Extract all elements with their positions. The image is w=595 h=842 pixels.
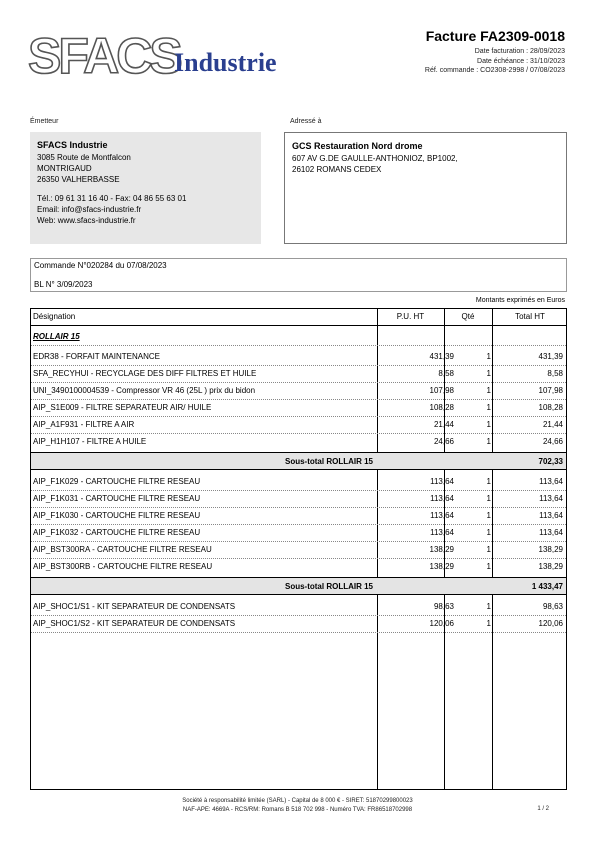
emitter-web[interactable]: Web: www.sfacs-industrie.fr xyxy=(37,216,136,225)
header-quantity: Qté xyxy=(461,312,475,321)
line-quantity: 1 xyxy=(486,511,491,520)
invoice-header xyxy=(425,27,565,76)
line-quantity: 1 xyxy=(486,369,491,378)
page-number: 1 / 2 xyxy=(537,806,549,812)
header-total: Total HT xyxy=(515,312,545,321)
emitter-address-3: 26350 VALHERBASSE xyxy=(37,175,120,184)
line-unit-price: 138,29 xyxy=(429,545,454,554)
emitter-label: Émetteur xyxy=(30,118,59,125)
recipient-address-2: 26102 ROMANS CEDEX xyxy=(292,165,382,174)
line-unit-price: 138,29 xyxy=(429,562,454,571)
line-designation: AIP_S1E009 - FILTRE SEPARATEUR AIR/ HUILE xyxy=(33,403,212,412)
emitter-address-1: 3085 Route de Montfalcon xyxy=(37,153,131,162)
table-row xyxy=(31,474,566,491)
line-unit-price: 24,66 xyxy=(433,437,454,446)
invoice-due-date: Date échéance : 31/10/2023 xyxy=(477,57,565,65)
recipient-name: GCS Restauration Nord drome xyxy=(292,141,423,151)
line-quantity: 1 xyxy=(486,619,491,628)
line-quantity: 1 xyxy=(486,494,491,503)
line-total: 98,63 xyxy=(542,602,563,611)
line-unit-price: 113,64 xyxy=(430,494,454,503)
line-quantity: 1 xyxy=(486,562,491,571)
invoice-title: Facture FA2309-0018 xyxy=(425,28,565,44)
line-unit-price: 120,06 xyxy=(429,619,454,628)
emitter-name: SFACS Industrie xyxy=(37,140,108,150)
line-total: 107,98 xyxy=(538,386,563,395)
line-unit-price: 431,39 xyxy=(429,352,454,361)
line-total: 113,64 xyxy=(539,528,563,537)
invoice-lines-table xyxy=(30,308,567,790)
line-designation: AIP_H1H107 - FILTRE A HUILE xyxy=(33,437,147,446)
line-total: 113,64 xyxy=(539,494,563,503)
subtotal-row xyxy=(31,452,566,470)
line-quantity: 1 xyxy=(486,403,491,412)
table-row xyxy=(31,417,566,434)
emitter-phone: Tél.: 09 61 31 16 40 - Fax: 04 86 55 63 01 xyxy=(37,194,187,203)
line-total: 24,66 xyxy=(542,437,563,446)
line-total: 138,29 xyxy=(538,562,563,571)
line-quantity: 1 xyxy=(486,602,491,611)
line-unit-price: 98,63 xyxy=(433,602,454,611)
section-title-row xyxy=(31,329,566,346)
line-quantity: 1 xyxy=(486,477,491,486)
line-total: 8,58 xyxy=(547,369,563,378)
line-designation: AIP_BST300RB - CARTOUCHE FILTRE RESEAU xyxy=(33,562,213,571)
table-row xyxy=(31,366,566,383)
line-unit-price: 108,28 xyxy=(429,403,454,412)
delivery-note: BL N° 3/09/2023 xyxy=(34,280,93,289)
emitter-email[interactable]: Email: info@sfacs-industrie.fr xyxy=(37,205,142,214)
order-info-box xyxy=(30,258,567,292)
line-quantity: 1 xyxy=(486,386,491,395)
line-designation: AIP_F1K029 - CARTOUCHE FILTRE RESEAU xyxy=(33,477,201,486)
table-row xyxy=(31,400,566,417)
line-unit-price: 113,64 xyxy=(430,477,454,486)
line-unit-price: 113,64 xyxy=(430,528,454,537)
table-row xyxy=(31,508,566,525)
table-row xyxy=(31,434,566,451)
subtotal-label: Sous-total ROLLAIR 15 xyxy=(284,582,373,591)
line-quantity: 1 xyxy=(486,528,491,537)
line-designation: AIP_F1K031 - CARTOUCHE FILTRE RESEAU xyxy=(33,494,201,503)
line-designation: AIP_BST300RA - CARTOUCHE FILTRE RESEAU xyxy=(33,545,212,554)
emitter-box xyxy=(30,132,261,244)
emitter-address-2: MONTRIGAUD xyxy=(37,164,92,173)
table-row xyxy=(31,383,566,400)
line-total: 21,44 xyxy=(542,420,563,429)
line-total: 138,29 xyxy=(538,545,563,554)
subtotal-label: Sous-total ROLLAIR 15 xyxy=(284,457,373,466)
line-quantity: 1 xyxy=(486,352,491,361)
currency-note: Montants exprimés en Euros xyxy=(475,297,565,304)
subtotal-amount: 702,33 xyxy=(538,457,563,466)
line-unit-price: 113,64 xyxy=(430,511,454,520)
company-logo xyxy=(28,30,288,82)
order-number: Commande N°020284 du 07/08/2023 xyxy=(34,261,167,270)
line-total: 108,28 xyxy=(538,403,563,412)
logo-suffix: Industrie xyxy=(174,48,277,77)
line-designation: UNI_3490100004539 - Compressor VR 46 (25L ) prix du bidon xyxy=(33,386,256,395)
invoice-order-ref: Réf. commande : CO2308-2998 / 07/08/2023 xyxy=(424,67,565,74)
line-designation: AIP_F1K030 - CARTOUCHE FILTRE RESEAU xyxy=(33,511,201,520)
recipient-label: Adressé à xyxy=(290,118,322,125)
footer-legal-line-1: Société à responsabilité limitée (SARL) - Capital de 8 000 € - SIRET: 51870299800023 xyxy=(182,798,413,804)
line-unit-price: 8,58 xyxy=(438,369,454,378)
line-unit-price: 21,44 xyxy=(433,420,454,429)
header-designation: Désignation xyxy=(33,312,76,321)
recipient-box xyxy=(284,132,567,244)
line-quantity: 1 xyxy=(486,437,491,446)
table-row xyxy=(31,559,566,576)
line-designation: EDR38 - FORFAIT MAINTENANCE xyxy=(33,352,160,361)
recipient-address-1: 607 AV G.DE GAULLE-ANTHONIOZ, BP1002, xyxy=(292,154,458,163)
line-total: 113,64 xyxy=(539,511,563,520)
table-header xyxy=(31,309,566,326)
line-total: 120,06 xyxy=(538,619,563,628)
subtotal-amount: 1 433,47 xyxy=(531,582,563,591)
line-designation: AIP_SHOC1/S2 - KIT SEPARATEUR DE CONDENSATS xyxy=(33,619,236,628)
table-row xyxy=(31,599,566,616)
subtotal-row xyxy=(31,577,566,595)
line-total: 431,39 xyxy=(538,352,563,361)
table-row xyxy=(31,542,566,559)
line-designation: AIP_A1F931 - FILTRE A AIR xyxy=(33,420,135,429)
line-designation: SFA_RECYHUI - RECYCLAGE DES DIFF FILTRES ET HUILE xyxy=(33,369,257,378)
footer-legal-line-2: NAF-APE: 4669A - RCS/RM: Romans B 518 702 998 - Numéro TVA: FR86518702998 xyxy=(182,807,413,813)
table-row xyxy=(31,491,566,508)
line-unit-price: 107,98 xyxy=(429,386,454,395)
logo-brand: SFACS xyxy=(28,28,180,84)
line-designation: AIP_SHOC1/S1 - KIT SEPARATEUR DE CONDENSATS xyxy=(33,602,236,611)
table-row xyxy=(31,616,566,633)
invoice-date: Date facturation : 28/09/2023 xyxy=(474,48,565,55)
line-designation: AIP_F1K032 - CARTOUCHE FILTRE RESEAU xyxy=(33,528,201,537)
line-quantity: 1 xyxy=(486,545,491,554)
table-row xyxy=(31,349,566,366)
section-title: ROLLAIR 15 xyxy=(33,332,80,341)
line-total: 113,64 xyxy=(539,477,563,486)
header-unit-price: P.U. HT xyxy=(396,312,425,321)
table-row xyxy=(31,525,566,542)
line-quantity: 1 xyxy=(486,420,491,429)
